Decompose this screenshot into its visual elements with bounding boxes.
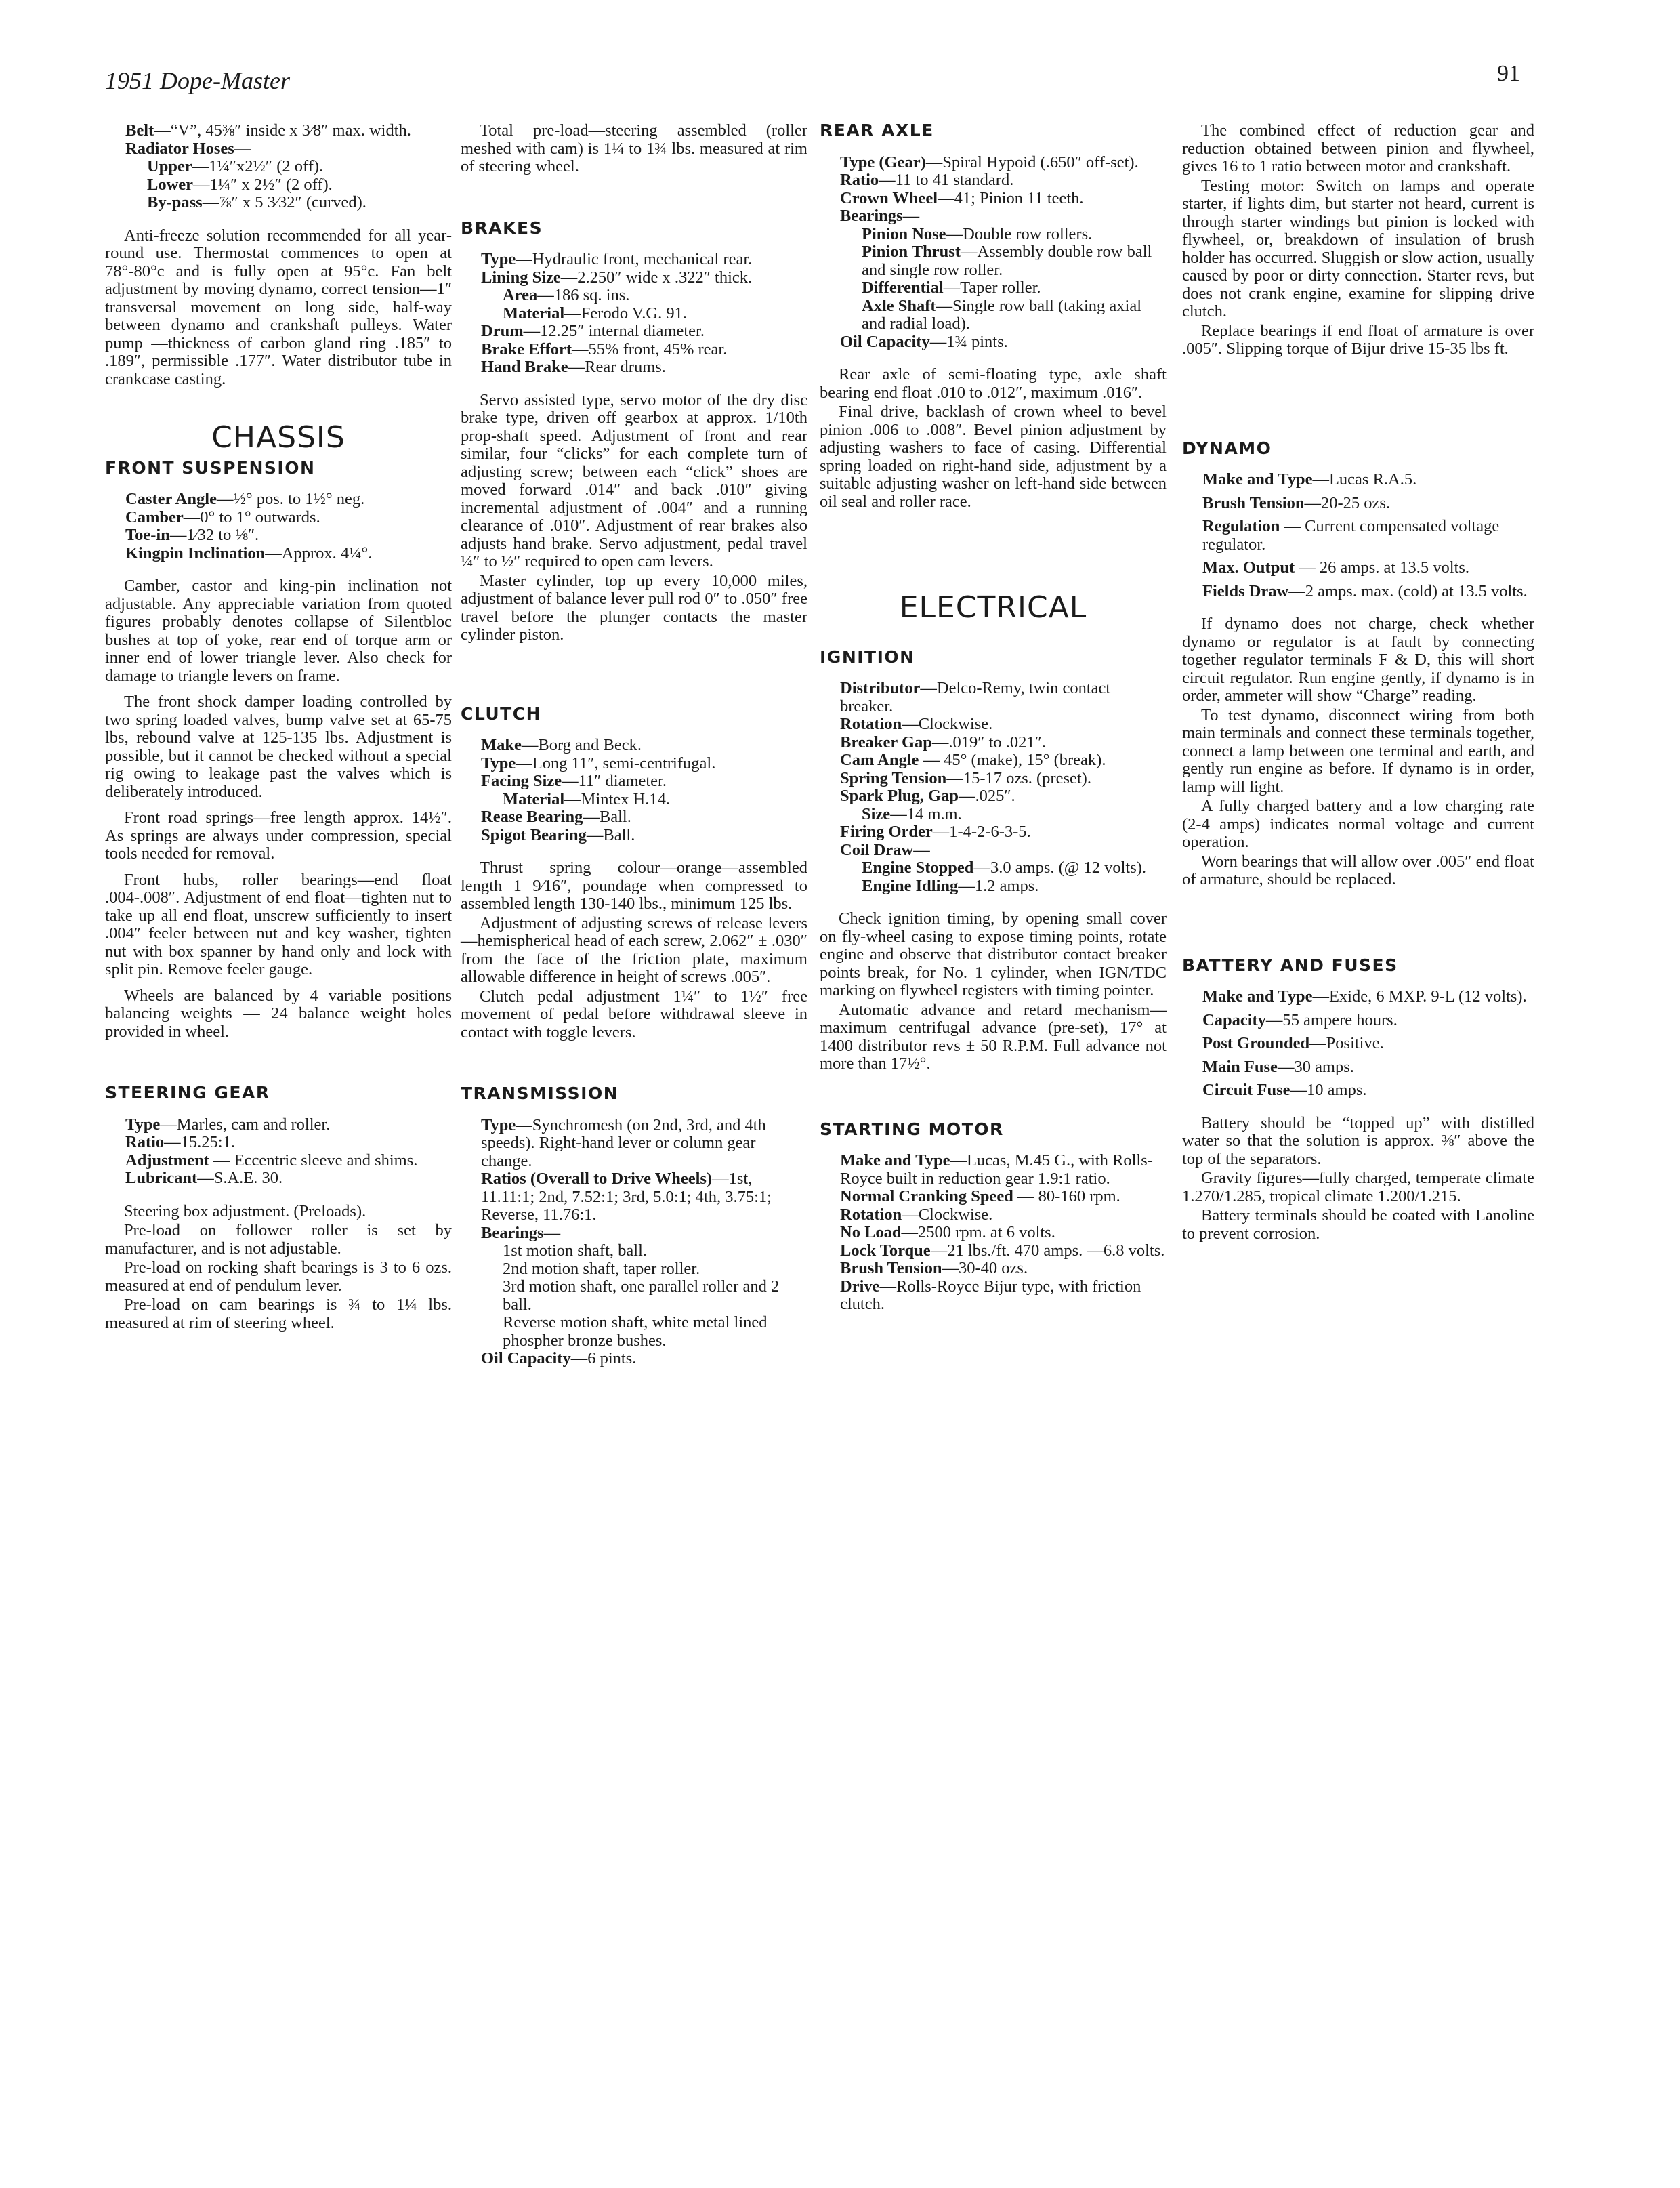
electrical-heading: ELECTRICAL [899, 590, 1087, 625]
transmission-oil-spec: Oil Capacity—6 pints. [481, 1349, 637, 1367]
starting-motor-specs [820, 1152, 1167, 1314]
steering-paragraph-4: Pre-load on cam bearings is ¾ to 1¼ lbs. measured at rim of steering wheel. [105, 1296, 452, 1332]
dynamo-heading: DYNAMO [1182, 438, 1272, 458]
antifreeze-paragraph: Anti-freeze solution recommended for all year-round use. Thermostat commences to open at 78°-80°c and is fully open at 95°c. Fan belt adjustment by moving dynamo, correct tension—1″ transversal movement on long side, half-way between dynamo and crankshaft pulleys. Water pump —thickness of carbon gland ring .185″ to .189″, permissible .177″. Water distributor tube in crankcase casting. [105, 226, 452, 388]
chassis-heading: CHASSIS [211, 420, 345, 455]
cooling-specs [105, 122, 452, 212]
no-load-spec: No Load—2500 rpm. at 6 volts. [840, 1223, 1055, 1241]
replace-bearings-paragraph: Replace bearings if end float of armature is over .005″. Slipping torque of Bijur drive 15-35 lbs ft. [1182, 321, 1534, 358]
crown-wheel-spec: Crown Wheel—41; Pinion 11 teeth. [840, 188, 1084, 207]
clutch-make-spec: Make—Borg and Beck. [481, 736, 642, 754]
max-output-spec: Max. Output — 26 amps. at 13.5 volts. [1202, 558, 1470, 577]
rear-axle-ratio-spec: Ratio—11 to 41 standard. [840, 171, 1014, 189]
clutch-spigot-spec: Spigot Bearing—Ball. [481, 825, 635, 844]
upper-hose-spec: Upper—1¼″x2½″ (2 off). [147, 157, 324, 176]
testing-motor-paragraph: Testing motor: Switch on lamps and operate starter, if lights dim, but starter not heard, current is through starter windings but pinion is locked with flywheel, or, breakdown of insulation of brush holder has occurred. Sluggish or slow action, usually caused by poor or dirty connection. Starter revs, but does not crank engine, examine for slipping drive clutch. [1182, 176, 1534, 321]
lower-hose-spec: Lower—1¼″ x 2½″ (2 off). [147, 175, 333, 194]
hubs-paragraph: Front hubs, roller bearings—end float .004-.008″. Adjustment of end float—tighten nut to take up all end float, unscrew sufficiently to insert .004″ feeler between nut and key washer, tighten nut with box spanner by hand only and lock with split pin. Remove feeler gauge. [105, 870, 452, 978]
lock-torque-spec: Lock Torque—21 lbs./ft. 470 amps. —6.8 volts. [840, 1241, 1165, 1260]
brake-area-spec: Area—186 sq. ins. [503, 286, 630, 304]
firing-order-spec: Firing Order—1-4-2-6-3-5. [840, 823, 1031, 841]
springs-paragraph: Front road springs—free length approx. 14½″. As springs are always under compression, special tools needed for removal. [105, 808, 452, 863]
column-4 [1182, 122, 1534, 1251]
pinion-nose-spec: Pinion Nose—Double row rollers. [862, 224, 1093, 243]
battery-make-spec: Make and Type—Exide, 6 MXP. 9-L (12 volts). [1202, 987, 1527, 1006]
hand-brake-spec: Hand Brake—Rear drums. [481, 358, 666, 376]
bypass-hose-spec: By-pass—⅞″ x 5 3⁄32″ (curved). [147, 193, 366, 211]
circuit-fuse-spec: Circuit Fuse—10 amps. [1202, 1081, 1367, 1099]
cranking-speed-spec: Normal Cranking Speed — 80-160 rpm. [840, 1187, 1120, 1205]
starter-make-spec: Make and Type—Lucas, M.45 G., with Rolls-Royce built in reduction gear 1.9:1 ratio. [840, 1151, 1153, 1188]
transmission-specs [461, 1117, 807, 1368]
caster-spec: Caster Angle—½° pos. to 1½° neg. [125, 490, 365, 508]
running-head: 1951 Dope-Master [105, 67, 290, 94]
fields-draw-spec: Fields Draw—2 amps. max. (cold) at 13.5 volts. [1202, 581, 1528, 600]
brake-drum-spec: Drum—12.25″ internal diameter. [481, 322, 705, 340]
brake-effort-spec: Brake Effort—55% front, 45% rear. [481, 339, 728, 358]
page-number: 91 [1497, 61, 1520, 86]
transmission-type-spec: Type—Synchromesh (on 2nd, 3rd, and 4th speeds). Right-hand lever or column gear change. [481, 1115, 766, 1170]
rear-axle-type-spec: Type (Gear)—Spiral Hypoid (.650″ off-set). [840, 152, 1139, 171]
differential-spec: Differential—Taper roller. [862, 278, 1041, 297]
steering-gear-heading: STEERING GEAR [105, 1083, 270, 1102]
battery-specs [1182, 988, 1534, 1100]
front-suspension-heading: FRONT SUSPENSION [105, 457, 316, 478]
rear-axle-specs [820, 154, 1167, 352]
servo-paragraph: Servo assisted type, servo motor of the dry disc brake type, driven off gearbox at approx. 1/10th prop-shaft speed. Adjustment of front and rear similar, four “clicks” for each complete turn of adjusting screw; between each “click” shoes are moved forward .014″ and back .010″ giving incremental adjustment of .004″ and a running clearance of .010″. Adjustment of rear brakes also adjusts hand brake. Servo adjustment, pedal travel ¼″ to ½″ required to open cam levers. [461, 390, 807, 571]
front-suspension-specs [105, 491, 452, 562]
rear-axle-paragraph-2: Final drive, backlash of crown wheel to bevel pinion .006 to .008″. Bevel pinion adjustment by adjusting washers to face of casing. Differential spring loaded on right-hand side, adjustment by a suitable adjusting washer on left-hand side between oil seal and roller race. [820, 402, 1167, 511]
ignition-heading: IGNITION [820, 646, 915, 667]
toein-spec: Toe-in—1⁄32 to ⅛″. [125, 526, 259, 544]
axle-shaft-spec: Axle Shaft—Single row ball (taking axial and radial load). [862, 296, 1142, 333]
battery-paragraph-2: Gravity figures—fully charged, temperate climate 1.270/1.285, tropical climate 1.200/1.215. [1182, 1169, 1534, 1205]
distributor-spec: Distributor—Delco-Remy, twin contact breaker. [840, 679, 1111, 716]
belt-spec: Belt—“V”, 45⅜″ inside x 3⁄8″ max. width. [125, 121, 411, 140]
brake-type-spec: Type—Hydraulic front, mechanical rear. [481, 250, 753, 268]
column-1 [105, 122, 452, 1340]
dynamo-paragraph-2: To test dynamo, disconnect wiring from both main terminals and connect these terminals together, connect a lamp between one terminal and earth, and gently run engine as before. If dynamo is in order, lamp will light. [1182, 705, 1534, 796]
dynamo-make-spec: Make and Type—Lucas R.A.5. [1202, 470, 1417, 489]
thrust-paragraph: Thrust spring colour—orange—assembled length 1 9⁄16″, poundage when compressed to assembled length 130-140 lbs., minimum 125 lbs. [461, 859, 807, 913]
drive-spec: Drive—Rolls-Royce Bijur type, with friction clutch. [840, 1277, 1141, 1313]
clutch-type-spec: Type—Long 11″, semi-centrifugal. [481, 754, 716, 772]
steering-type-spec: Type—Marles, cam and roller. [125, 1115, 331, 1134]
shock-paragraph: The front shock damper loading controlled by two spring loaded valves, bump valve set at 65-75 lbs, rebound valve at 125-135 lbs. Adjustment is possible, but it cannot be checked without a special rig owing to leakage past the valves which is deliberately introduced. [105, 693, 452, 801]
dynamo-specs [1182, 471, 1534, 600]
dynamo-paragraph-3: A fully charged battery and a low charging rate (2-4 amps) indicates normal voltage and current operation. [1182, 797, 1534, 851]
battery-paragraph-1: Battery should be “topped up” with distilled water so that the solution is approx. ⅜″ above the top of the separators. [1182, 1113, 1534, 1168]
bearing-reverse-motion: Reverse motion shaft, white metal lined phospher bronze bushes. [503, 1313, 768, 1350]
column-3 [820, 122, 1167, 1329]
bearing-1st-motion: 1st motion shaft, ball. [503, 1241, 647, 1260]
steering-ratio-spec: Ratio—15.25:1. [125, 1133, 235, 1151]
starting-motor-heading: STARTING MOTOR [820, 1119, 1004, 1139]
camber-paragraph: Camber, castor and king-pin inclination not adjustable. Any appreciable variation from quoted figures probably denotes collapse of Silentbloc bushes at top of yoke, rear end of torque arm or inner end of lower triangle lever. Also check for damage to triangle levers on frame. [105, 577, 452, 685]
engine-stopped-spec: Engine Stopped—3.0 amps. (@ 12 volts). [862, 859, 1147, 877]
ignition-paragraph-1: Check ignition timing, by opening small cover on fly-wheel casing to expose timing points, rotate engine and observe that distributor contact breaker points break, for No. 1 cylinder, when IGN/TDC marking on flywheel registers with timing pointer. [820, 909, 1167, 999]
brake-material-spec: Material—Ferodo V.G. 91. [503, 304, 687, 323]
column-2 [461, 122, 807, 1383]
ignition-paragraph-2: Automatic advance and retard mechanism—maximum centrifugal advance (pre-set), 17° at 1400 distributor revs ± 50 R.P.M. Full advance not more than 17½°. [820, 1000, 1167, 1073]
clutch-release-spec: Rease Bearing—Ball. [481, 808, 631, 826]
dynamo-brush-spec: Brush Tension—20-25 ozs. [1202, 493, 1391, 512]
brakes-specs [461, 251, 807, 377]
cam-angle-spec: Cam Angle — 45° (make), 15° (break). [840, 751, 1106, 769]
steering-gear-specs [105, 1116, 452, 1188]
breaker-gap-spec: Breaker Gap—.019″ to .021″. [840, 732, 1046, 751]
pinion-thrust-spec: Pinion Thrust—Assembly double row ball and single row roller. [862, 243, 1152, 279]
engine-idling-spec: Engine Idling—1.2 amps. [862, 876, 1039, 895]
bearing-2nd-motion: 2nd motion shaft, taper roller. [503, 1259, 700, 1278]
pedal-paragraph: Clutch pedal adjustment 1¼″ to 1½″ free movement of pedal before withdrawal sleeve in contact with toggle levers. [461, 987, 807, 1041]
spark-plug-size-spec: Size—14 m.m. [862, 804, 962, 823]
preload-paragraph: Total pre-load—steering assembled (roller meshed with cam) is 1¼ to 1¾ lbs. measured at rim of steering wheel. [461, 121, 807, 176]
transmission-heading: TRANSMISSION [461, 1083, 619, 1103]
post-grounded-spec: Post Grounded—Positive. [1202, 1034, 1384, 1052]
kingpin-spec: Kingpin Inclination—Approx. 4¼°. [125, 543, 373, 562]
camber-spec: Camber—0° to 1° outwards. [125, 508, 320, 527]
transmission-ratios-spec: Ratios (Overall to Drive Wheels)—1st, 11.11:1; 2nd, 7.52:1; 3rd, 5.0:1; 4th, 3.75:1; Reverse, 11.76:1. [481, 1170, 772, 1224]
bearing-3rd-motion: 3rd motion shaft, one parallel roller and 2 ball. [503, 1277, 780, 1314]
starter-rotation-spec: Rotation—Clockwise. [840, 1205, 993, 1224]
spring-tension-spec: Spring Tension—15-17 ozs. (preset). [840, 768, 1091, 787]
transmission-bearings-label: Bearings— [481, 1223, 561, 1242]
reduction-paragraph: The combined effect of reduction gear and reduction obtained between pinion and flywheel, gives 16 to 1 ratio between motor and crankshaft. [1182, 121, 1534, 176]
clutch-specs [461, 737, 807, 844]
release-paragraph: Adjustment of adjusting screws of release levers—hemispherical head of each screw, 2.062″ ± .030″ from the face of the friction plate, maximum allowable difference in height of screws .005″. [461, 913, 807, 986]
battery-capacity-spec: Capacity—55 ampere hours. [1202, 1010, 1398, 1029]
steering-paragraph-2: Pre-load on follower roller is set by manufacturer, and is not adjustable. [105, 1221, 452, 1258]
brush-tension-spec: Brush Tension—30-40 ozs. [840, 1259, 1028, 1277]
steering-paragraph-1: Steering box adjustment. (Preloads). [124, 1201, 366, 1220]
regulation-spec: Regulation — Current compensated voltage regulator. [1202, 517, 1500, 554]
steering-paragraph-3: Pre-load on rocking shaft bearings is 3 to 6 ozs. measured at end of pendulum lever. [105, 1258, 452, 1295]
wheels-paragraph: Wheels are balanced by 4 variable positions balancing weights — 24 balance weight holes provided in wheel. [105, 986, 452, 1041]
brakes-heading: BRAKES [461, 218, 543, 238]
clutch-heading: CLUTCH [461, 703, 542, 724]
battery-fuses-heading: BATTERY AND FUSES [1182, 955, 1398, 975]
radiator-hoses-label: Radiator Hoses— [125, 139, 251, 158]
clutch-material-spec: Material—Mintex H.14. [503, 789, 670, 808]
main-fuse-spec: Main Fuse—30 amps. [1202, 1057, 1354, 1076]
battery-paragraph-3: Battery terminals should be coated with Lanoline to prevent corrosion. [1182, 1206, 1534, 1243]
rear-axle-bearings-label: Bearings— [840, 207, 920, 225]
rear-axle-oil-spec: Oil Capacity—1¾ pints. [840, 332, 1008, 351]
coil-draw-label: Coil Draw— [840, 840, 930, 859]
dynamo-paragraph-1: If dynamo does not charge, check whether dynamo or regulator is at fault by connecting together regulator terminals F & D, this will short circuit regulator. Run engine gently, if dynamo is in order, ammeter will show “Charge” reading. [1182, 615, 1534, 705]
ignition-specs [820, 680, 1167, 895]
dynamo-paragraph-4: Worn bearings that will allow over .005″ end float of armature, should be replaced. [1182, 852, 1534, 888]
ignition-rotation-spec: Rotation—Clockwise. [840, 715, 993, 733]
rear-axle-paragraph-1: Rear axle of semi-floating type, axle shaft bearing end float .010 to .012″, maximum .016″. [820, 365, 1167, 402]
spark-plug-spec: Spark Plug, Gap—.025″. [840, 787, 1015, 805]
brake-lining-spec: Lining Size—2.250″ wide x .322″ thick. [481, 268, 753, 287]
rear-axle-heading: REAR AXLE [820, 121, 934, 140]
steering-lubricant-spec: Lubricant—S.A.E. 30. [125, 1169, 283, 1187]
clutch-facing-spec: Facing Size—11″ diameter. [481, 772, 667, 790]
master-cylinder-paragraph: Master cylinder, top up every 10,000 miles, adjustment of balance lever pull rod 0″ to .050″ free travel before the plunger contacts the master cylinder piston. [461, 571, 807, 644]
steering-adjustment-spec: Adjustment — Eccentric sleeve and shims. [125, 1151, 418, 1170]
